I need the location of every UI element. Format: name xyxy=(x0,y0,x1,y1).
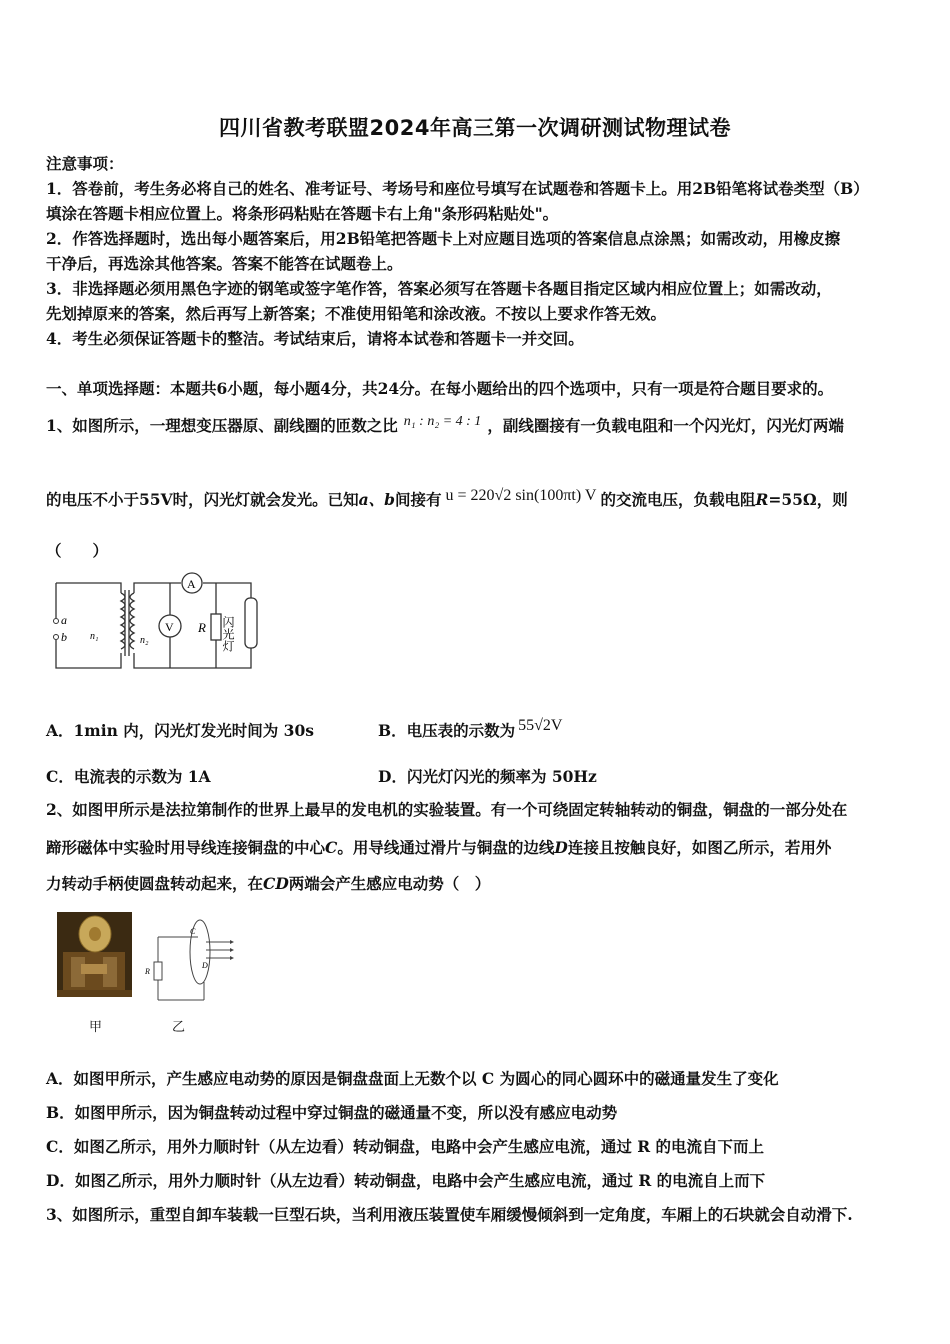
q1-option-b-value: 55√2V xyxy=(518,717,563,734)
section-heading: 一、单项选择题：本题共6小题，每小题4分，共24分。在每小题给出的四个选项中，只有一项是符合题目要求的。 xyxy=(46,379,834,398)
label-n2: n₂ xyxy=(140,635,149,646)
label-b: b xyxy=(61,630,67,644)
notice-line-6: 先划掉原来的答案，然后再写上新答案；不准使用铅笔和涂改液。不按以上要求作答无效。 xyxy=(46,304,667,323)
q1-text-b: ，副线圈接有一负载电阻和一个闪光灯，闪光灯两端 xyxy=(487,416,844,435)
q1-answer-paren: （ ） xyxy=(46,541,109,560)
q2-option-c: C．如图乙所示，用外力顺时针（从左边看）转动铜盘，电路中会产生感应电流，通过 R 的电流自下而上 xyxy=(46,1137,765,1156)
q1-option-b xyxy=(378,719,562,741)
q3-line-1: 3、如图所示，重型自卸车装载一巨型石块，当利用液压装置使车厢缓慢倾斜到一定角度，车厢上的石块就会自动滑下. xyxy=(46,1205,853,1224)
q2-line-2 xyxy=(46,836,831,858)
q2-fig-jia-label: 甲 xyxy=(89,1020,103,1035)
q2-text-d: 力转动手柄使圆盘转动起来，在 xyxy=(46,874,264,893)
q2-text-e: 两端会产生感应电动势（ ） xyxy=(288,874,491,893)
notice-line-2: 填涂在答题卡相应位置上。将条形码粘贴在答题卡右上角"条形码粘贴处"。 xyxy=(46,204,559,223)
q1-formula: u = 220√2 sin(100πt) V xyxy=(445,487,597,504)
q1-line-2 xyxy=(46,488,848,510)
resistor xyxy=(211,614,221,640)
q2-D: D xyxy=(554,838,568,857)
label-a: a xyxy=(61,613,67,627)
q1-option-a: A．1min 内，闪光灯发光时间为 30s xyxy=(46,721,314,740)
q2-figure-yi-diagram xyxy=(140,912,240,1004)
q1-ab: a、b xyxy=(358,490,395,509)
q2-line-1: 2、如图甲所示是法拉第制作的世界上最早的发电机的实验装置。有一个可绕固定转轴转动的铜盘，铜盘的一部分处在 xyxy=(46,800,848,819)
notice-line-7: 4．考生必须保证答题卡的整洁。考试结束后，请将本试卷和答题卡一并交回。 xyxy=(46,329,584,348)
q1-option-d: D．闪光灯闪光的频率为 50Hz xyxy=(378,767,597,786)
q1-text-d: 间接有 xyxy=(395,490,442,509)
q1-R: R xyxy=(755,490,769,509)
label-A: A xyxy=(187,577,196,591)
primary-wire-bottom xyxy=(56,640,121,668)
q1-line-1 xyxy=(46,414,844,436)
label-V: V xyxy=(165,620,174,634)
secondary-coil xyxy=(130,593,134,649)
notice-line-4: 干净后，再选涂其他答案。答案不能答在试题卷上。 xyxy=(46,254,403,273)
q2-text-a: 蹄形磁体中实验时用导线连接铜盘的中心 xyxy=(46,838,326,857)
page-title: 四川省教考联盟2024年高三第一次调研测试物理试卷 xyxy=(219,116,731,140)
q1-circuit-figure xyxy=(46,568,276,674)
q2-option-b: B．如图甲所示，因为铜盘转动过程中穿过铜盘的磁通量不变，所以没有感应电动势 xyxy=(46,1103,618,1122)
lamp xyxy=(245,598,257,648)
q2-CD: CD xyxy=(263,874,289,893)
label-lamp: 闪光灯 xyxy=(221,616,235,652)
notice-line-3: 2．作答选择题时，选出每小题答案后，用2B铅笔把答题卡上对应题目选项的答案信息点涂黑；如需改动，用橡皮擦 xyxy=(46,229,841,248)
notice-heading: 注意事项： xyxy=(46,154,124,173)
notice-line-5: 3．非选择题必须用黑色字迹的钢笔或签字笔作答，答案必须写在答题卡各题目指定区域内相应位置上；如需改动， xyxy=(46,279,832,298)
notice-line-1: 1．答卷前，考生务必将自己的姓名、准考证号、考场号和座位号填写在试题卷和答题卡上。用2B铅笔将试卷类型（B） xyxy=(46,179,869,198)
q2-fig-yi-label: 乙 xyxy=(172,1020,186,1035)
q2-C: C xyxy=(325,838,338,857)
q1-option-c: C．电流表的示数为 1A xyxy=(46,767,211,786)
q1-text-e: 的交流电压，负载电阻 xyxy=(600,490,756,509)
label-R: R xyxy=(198,620,206,635)
q1-text-c: 的电压不小于55V时，闪光灯就会发光。已知 xyxy=(46,490,359,509)
q2-line-3 xyxy=(46,872,490,894)
field-arrows xyxy=(230,940,234,960)
q2-fig-label-D: D xyxy=(202,961,208,970)
q1-option-b-text: B．电压表的示数为 xyxy=(378,721,516,740)
q2-figure-jia-photo xyxy=(57,912,132,997)
q1-text-f: =55Ω，则 xyxy=(768,490,848,509)
terminal-a xyxy=(54,619,59,624)
q2-text-c: 连接且按触良好，如图乙所示，若用外 xyxy=(567,838,832,857)
q2-option-a: A．如图甲所示，产生感应电动势的原因是铜盘盘面上无数个以 C 为圆心的同心圆环中的磁通量发生了变化 xyxy=(46,1069,779,1088)
q2-text-b: 。用导线通过滑片与铜盘的边线 xyxy=(337,838,555,857)
q2-resistor xyxy=(154,962,162,980)
label-n1: n₁ xyxy=(90,631,99,642)
q2-option-d: D．如图乙所示，用外力顺时针（从左边看）转动铜盘，电路中会产生感应电流，通过 R 的电流自上而下 xyxy=(46,1171,766,1190)
q1-text-a: 1、如图所示，一理想变压器原、副线圈的匝数之比 xyxy=(46,416,398,435)
q2-fig-label-R: R xyxy=(145,967,150,976)
terminal-b xyxy=(54,635,59,640)
q1-ratio: n₁ : n₂ = 4 : 1 xyxy=(403,414,482,429)
q2-fig-label-C: C xyxy=(190,927,196,936)
